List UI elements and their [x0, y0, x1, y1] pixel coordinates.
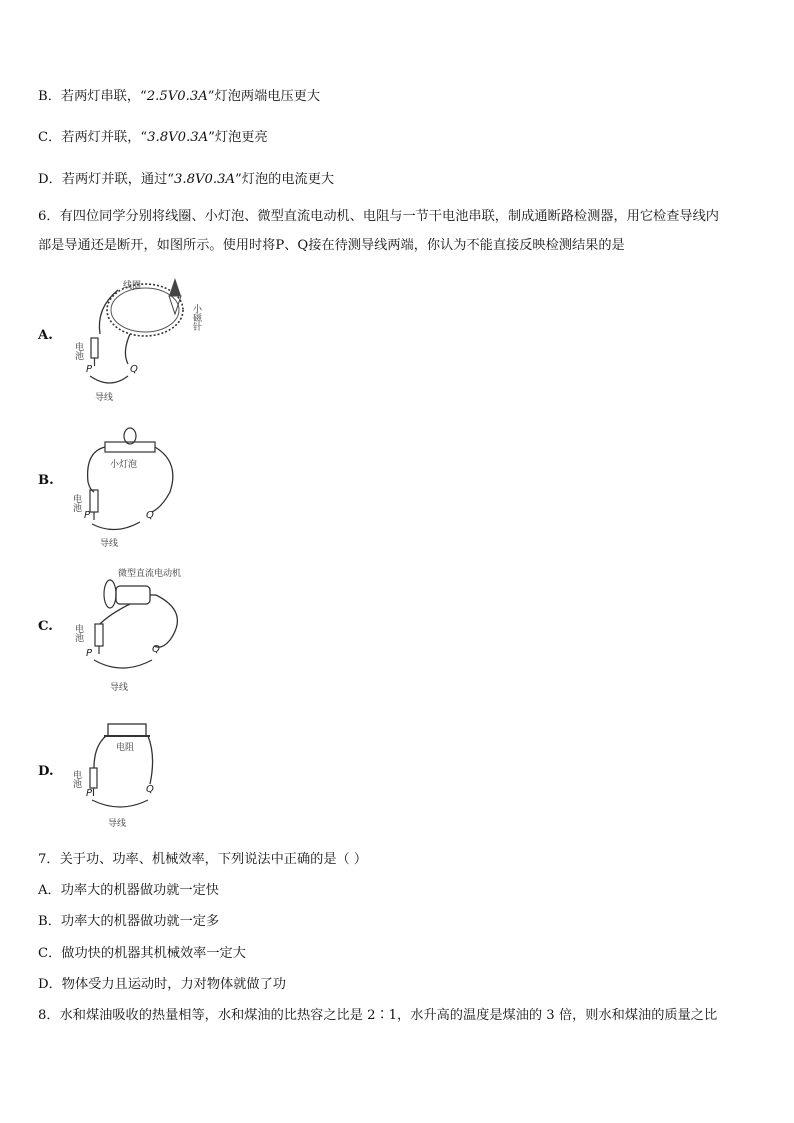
q5-option-d-label: D．: [38, 172, 62, 187]
q6-stem-line1: 6．有四位同学分别将线圈、小灯泡、微型直流电动机、电阻与一节干电池串联，制成通断路检测器，用它检查导线内: [38, 209, 719, 224]
q5-option-b-spec: 2.5V0.3A: [146, 89, 208, 104]
q5-option-d-text-pre: 若两灯并联，通过“: [61, 172, 175, 187]
battery-icon: [90, 768, 97, 788]
q5-option-b: [38, 88, 320, 106]
wire-label-d: 导线: [108, 819, 127, 829]
q6-option-b-label: B.: [38, 473, 54, 488]
q5-option-d-text-post: ”灯泡的电流更大: [235, 172, 335, 187]
q7-option-b: B．功率大的机器做功就一定多: [38, 914, 220, 929]
q8-stem: 8．水和煤油吸收的热量相等，水和煤油的比热容之比是 2∶1，水升高的温度是煤油的 3 倍，则水和煤油的质量之比: [38, 1008, 718, 1023]
coil-label: 线圈: [123, 281, 142, 291]
motor-label: 微型直流电动机: [118, 569, 182, 579]
q-label-b: Q: [146, 510, 154, 521]
q5-option-d-spec: 3.8V0.3A: [174, 172, 236, 187]
q6-figure-b: [70, 422, 190, 552]
battery-icon: [90, 490, 98, 512]
resistor-icon: [108, 724, 146, 736]
p-label-b: P: [84, 510, 91, 521]
q5-option-b-text-pre: 若两灯串联，“: [60, 89, 147, 104]
battery-label-c: 电池: [73, 624, 83, 642]
battery-label-b: 电池: [71, 494, 81, 512]
q5-option-d: [38, 171, 334, 189]
battery-label-a: 电池: [73, 342, 83, 360]
q5-option-c-text-post: ”灯泡更亮: [208, 130, 268, 145]
q5-option-c-spec: 3.8V0.3A: [147, 130, 209, 145]
p-label-c: P: [86, 648, 93, 659]
wire-label-a: 导线: [95, 393, 114, 403]
battery-label-d: 电池: [71, 770, 81, 788]
wire-label-c: 导线: [110, 683, 129, 693]
q7-option-c: C．做功快的机器其机械效率一定大: [38, 946, 246, 961]
bulb-label: 小灯泡: [110, 460, 138, 470]
q-label-c: Q: [152, 644, 160, 655]
p-label-d: P: [86, 788, 93, 799]
q5-option-c-label: C．: [38, 130, 62, 145]
q6-stem-line2: 部是导通还是断开，如图所示。使用时将P、Q接在待测导线两端，你认为不能直接反映检测结果的是: [38, 238, 625, 253]
compass-label: 小磁针: [191, 304, 201, 331]
q6-figure-d: [70, 716, 180, 832]
battery-icon: [95, 624, 103, 646]
q5-option-c: [38, 129, 268, 147]
q6-figure-c: [70, 562, 230, 696]
resistor-label: 电阻: [116, 743, 135, 753]
q7-stem: 7．关于功、功率、机械效率，下列说法中正确的是（ ）: [38, 852, 368, 867]
q7-option-a: A．功率大的机器做功就一定快: [38, 883, 219, 898]
p-label-a: P: [86, 364, 93, 375]
q7-option-d: D．物体受力且运动时，力对物体就做了功: [38, 977, 286, 992]
wire-label-b: 导线: [100, 539, 119, 549]
q-label-d: Q: [146, 784, 154, 795]
battery-icon: [91, 338, 98, 358]
compass-needle-icon: [169, 278, 181, 296]
q-label-a: Q: [130, 364, 138, 375]
q5-option-c-text-pre: 若两灯并联，“: [61, 130, 148, 145]
q6-option-c-label: C.: [38, 619, 53, 634]
fan-blade-icon: [104, 580, 116, 608]
q5-option-b-text-post: ”灯泡两端电压更大: [207, 89, 321, 104]
q6-option-a-label: A.: [38, 328, 53, 343]
motor-icon: [116, 586, 150, 604]
q5-option-b-label: B．: [38, 89, 61, 104]
q6-option-d-label: D.: [38, 764, 54, 779]
q6-figure-a: [70, 272, 220, 404]
